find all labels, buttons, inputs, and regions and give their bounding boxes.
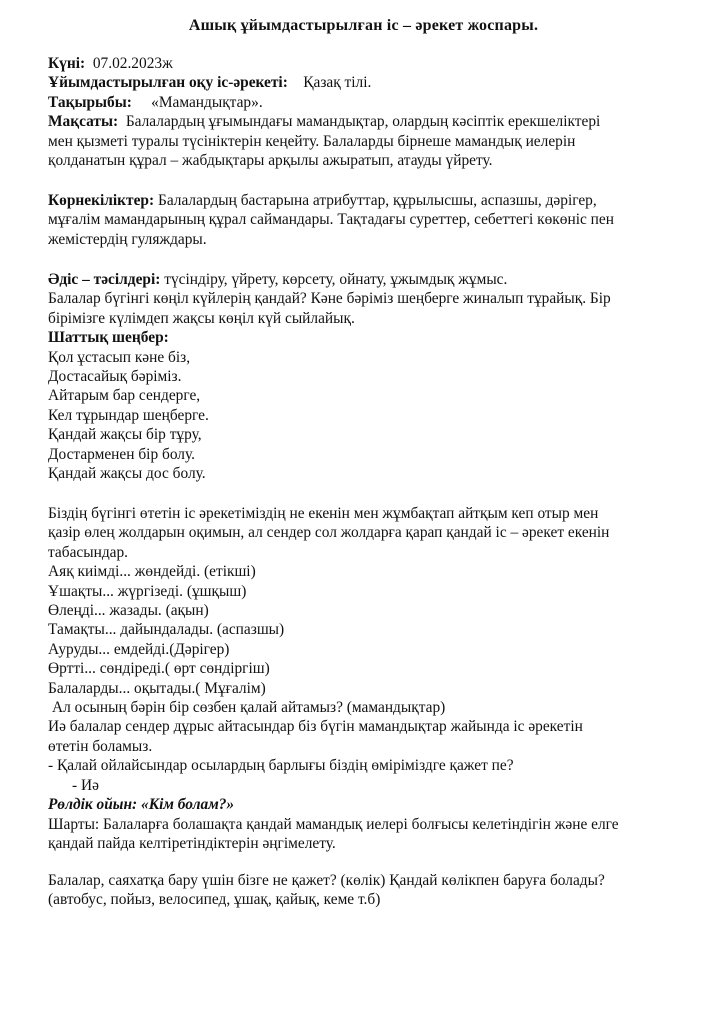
riddle-item: Балаларды... оқытады.( Мұғалім) xyxy=(48,679,266,697)
visuals-line-1 xyxy=(48,191,708,210)
riddle-intro-2: қазір өлең жолдарын оқимын, ал сендер сол жолдарға қарап қандай іс – әрекет екенін xyxy=(48,524,610,542)
visuals-line-3: жемістердің гуляждары. xyxy=(48,230,207,248)
roleplay-line-1: Шарты: Балаларға болашақта қандай мамандық иелері болғысы келетіндігін және елге xyxy=(48,815,619,833)
goal-line-2: мен қызметі туралы түсініктерін кеңейту. Балаларды бірнеше мамандық иелерін xyxy=(48,132,576,150)
roleplay-line-2: қандай пайда келтіретіндіктерін әңгімелету. xyxy=(48,834,336,852)
topic-label: Тақырыбы: xyxy=(48,93,132,111)
poem-line: Достасайық бәріміз. xyxy=(48,368,182,386)
riddle-intro-1: Біздің бүгінгі өтетін іс әрекетіміздің не екенін мен жұмбақтап айтқым кеп отыр мен xyxy=(48,505,599,522)
riddle-item: Ұшақты... жүргізеді. (ұшқыш) xyxy=(48,582,247,600)
goal-line-3: қолданатын құрал – жабдықтары арқылы ажыратып, атауды үйрету. xyxy=(48,152,493,170)
methods-line-3: бірімізге күлімдеп жақсы көңіл күй сыйлайық. xyxy=(48,309,355,327)
poem-line: Кел тұрындар шеңберге. xyxy=(48,406,209,424)
riddle-intro-3: табасындар. xyxy=(48,543,129,561)
methods-text-1: түсіндіру, үйрету, көрсету, ойнату, ұжымдық жұмыс. xyxy=(164,271,508,288)
activity-value: Қазақ тілі. xyxy=(303,74,372,92)
goal-text-1: Балалардың ұғымындағы мамандықтар, олардың кәсіптік ерекшеліктері xyxy=(125,113,601,131)
riddle-question: Ал осының бәрін бір сөзбен қалай айтамыз? (мамандықтар) xyxy=(52,699,446,717)
methods-section xyxy=(48,270,708,483)
riddle-section xyxy=(48,504,708,853)
riddle-bullet-2: - Иә xyxy=(72,776,99,794)
circle-heading: Шаттық шеңбер: xyxy=(48,329,169,347)
goal-label: Мақсаты: xyxy=(48,113,119,131)
poem-line: Қандай жақсы дос болу. xyxy=(48,465,206,483)
riddle-item: Аяқ киімді... жөндейді. (етікші) xyxy=(48,563,256,581)
riddle-bullet-1: - Қалай ойлайсындар осылардың барлығы біздің өміріміздге қажет пе? xyxy=(48,757,514,775)
date-line xyxy=(48,54,708,73)
goal-line-1 xyxy=(48,112,708,131)
riddle-answer-1: Иә балалар сендер дұрыс айтасындар біз бүгін мамандықтар жайында іс әрекетін xyxy=(48,718,583,736)
document-title: Ашық ұйымдастырылған іс – әрекет жоспары. xyxy=(188,17,539,34)
riddle-item: Ауруды... емдейді.(Дәрігер) xyxy=(48,640,230,658)
riddle-item: Өлеңді... жазады. (ақын) xyxy=(48,602,209,620)
poem-line: Қандай жақсы бір тұру, xyxy=(48,426,202,444)
riddle-item: Өртті... сөндіреді.( өрт сөндіргіш) xyxy=(48,660,270,678)
poem-line: Қол ұстасып кәне біз, xyxy=(48,348,191,366)
activity-line xyxy=(48,73,708,92)
topic-value: «Мамандықтар». xyxy=(151,93,263,111)
methods-label: Әдіс – тәсілдері: xyxy=(48,271,161,288)
topic-line xyxy=(48,93,708,112)
riddle-item: Тамақты... дайындалады. (аспазшы) xyxy=(48,621,285,639)
visuals-line-2: мұғалім мамандарының құрал саймандары. Тақтадағы суреттер, себеттегі көкөніс пен xyxy=(48,211,614,229)
travel-line-1: Балалар, саяхатқа бару үшін бізге не қажет? (көлік) Қандай көлікпен баруға болады? xyxy=(48,872,605,889)
visuals-text-1: Балалардың бастарына атрибуттар, құрылысшы, аспазшы, дәрігер, xyxy=(157,192,597,209)
methods-line-2: Балалар бүгінгі көңіл күйлерің қандай? Кәне бәріміз шеңберге жиналып тұрайық. Бір xyxy=(48,290,611,308)
roleplay-heading: Рөлдік ойын: «Кім болам?» xyxy=(48,796,235,814)
activity-label: Ұйымдастырылған оқу іс-әрекеті: xyxy=(48,74,288,92)
visuals-label: Көрнекіліктер: xyxy=(48,192,155,209)
visuals-section xyxy=(48,191,708,249)
travel-section xyxy=(48,871,708,910)
date-label: Күні: xyxy=(48,55,86,72)
header-section xyxy=(48,54,708,170)
travel-line-2: (автобус, пойыз, велосипед, ұшақ, қайық, кеме т.б) xyxy=(48,891,381,909)
date-value: 07.02.2023ж xyxy=(92,55,173,72)
poem-line: Айтарым бар сендерге, xyxy=(48,387,201,405)
poem-line: Достарменен бір болу. xyxy=(48,445,195,463)
methods-line-1 xyxy=(48,270,708,289)
riddle-answer-2: өтетін боламыз. xyxy=(48,737,153,755)
